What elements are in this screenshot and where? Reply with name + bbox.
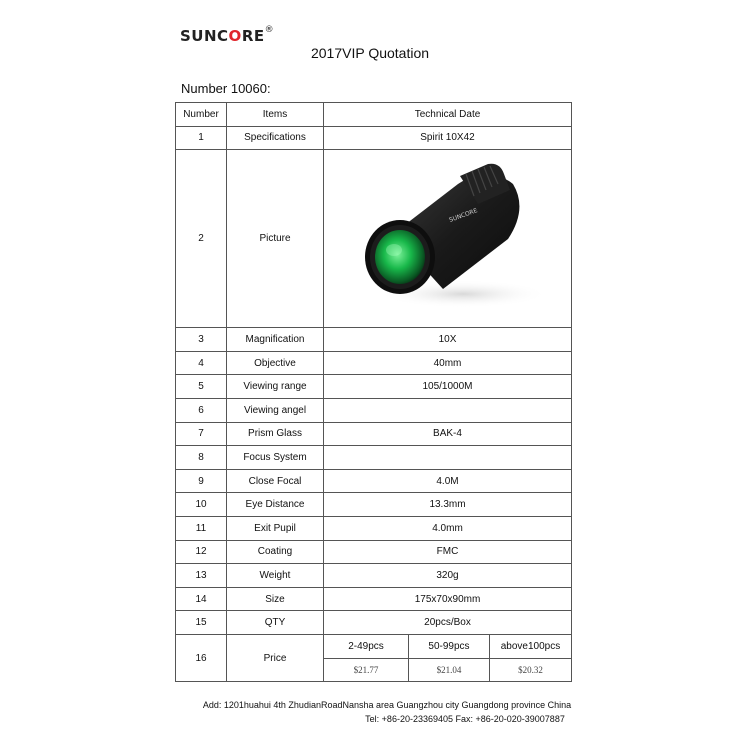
row-number: 16 bbox=[176, 634, 227, 681]
table-header-row bbox=[176, 103, 572, 127]
row-item: Viewing angel bbox=[227, 398, 324, 422]
row-value: 4.0mm bbox=[324, 516, 572, 540]
row-number: 9 bbox=[176, 469, 227, 493]
table-row bbox=[176, 611, 572, 635]
row-item: Exit Pupil bbox=[227, 516, 324, 540]
row-item: Price bbox=[227, 634, 324, 681]
row-number: 12 bbox=[176, 540, 227, 564]
table-row bbox=[176, 328, 572, 352]
price-tier: 50-99pcs bbox=[409, 634, 490, 658]
header-items: Items bbox=[227, 103, 324, 127]
row-number: 5 bbox=[176, 375, 227, 399]
row-item: Size bbox=[227, 587, 324, 611]
price-value: $21.04 bbox=[409, 658, 490, 682]
table-row bbox=[176, 446, 572, 470]
row-number: 14 bbox=[176, 587, 227, 611]
row-value: BAK-4 bbox=[324, 422, 572, 446]
table-row bbox=[176, 351, 572, 375]
row-item: Viewing range bbox=[227, 375, 324, 399]
row-item: Objective bbox=[227, 351, 324, 375]
table-row bbox=[176, 398, 572, 422]
table-row bbox=[176, 422, 572, 446]
row-item: Specifications bbox=[227, 126, 324, 150]
brand-logo: SUNCORE® bbox=[180, 25, 275, 45]
row-number: 6 bbox=[176, 398, 227, 422]
footer bbox=[0, 698, 750, 726]
quotation-number: Number 10060: bbox=[181, 81, 271, 96]
header-number: Number bbox=[176, 103, 227, 127]
row-value: 10X bbox=[324, 328, 572, 352]
row-item: Picture bbox=[227, 150, 324, 328]
table-row bbox=[176, 469, 572, 493]
document-title: 2017VIP Quotation bbox=[310, 45, 430, 61]
row-item: Focus System bbox=[227, 446, 324, 470]
row-value: 40mm bbox=[324, 351, 572, 375]
row-number: 8 bbox=[176, 446, 227, 470]
row-value: FMC bbox=[324, 540, 572, 564]
row-number: 1 bbox=[176, 126, 227, 150]
table-row bbox=[176, 375, 572, 399]
row-value: 105/1000M bbox=[324, 375, 572, 399]
row-number: 2 bbox=[176, 150, 227, 328]
row-item: Prism Glass bbox=[227, 422, 324, 446]
table-row bbox=[176, 564, 572, 588]
price-tier: above100pcs bbox=[490, 634, 572, 658]
price-value: $20.32 bbox=[490, 658, 572, 682]
table-row bbox=[176, 126, 572, 150]
price-tier-row bbox=[176, 634, 572, 658]
footer-contact: Tel: +86-20-23369405 Fax: +86-20-020-39007887 bbox=[365, 714, 565, 724]
row-item: Magnification bbox=[227, 328, 324, 352]
table-row bbox=[176, 540, 572, 564]
footer-address: Add: 1201huahui 4th ZhudianRoadNansha area Guangzhou city Guangdong province China bbox=[202, 700, 572, 710]
scope-brand-label: SUNCORE bbox=[447, 206, 478, 224]
table-row bbox=[176, 493, 572, 517]
price-value: $21.77 bbox=[324, 658, 409, 682]
row-number: 3 bbox=[176, 328, 227, 352]
row-value: 4.0M bbox=[324, 469, 572, 493]
row-item: Eye Distance bbox=[227, 493, 324, 517]
table-row-picture bbox=[176, 150, 572, 328]
product-picture-cell bbox=[324, 150, 572, 328]
table-row bbox=[176, 587, 572, 611]
row-item: Close Focal bbox=[227, 469, 324, 493]
row-number: 7 bbox=[176, 422, 227, 446]
row-value bbox=[324, 398, 572, 422]
row-value bbox=[324, 446, 572, 470]
row-value: Spirit 10X42 bbox=[324, 126, 572, 150]
row-item: QTY bbox=[227, 611, 324, 635]
row-value: 320g bbox=[324, 564, 572, 588]
row-value: 175x70x90mm bbox=[324, 587, 572, 611]
row-item: Coating bbox=[227, 540, 324, 564]
row-number: 15 bbox=[176, 611, 227, 635]
row-item: Weight bbox=[227, 564, 324, 588]
price-tier: 2-49pcs bbox=[324, 634, 409, 658]
table-row bbox=[176, 516, 572, 540]
row-value: 20pcs/Box bbox=[324, 611, 572, 635]
monocular-image bbox=[348, 154, 548, 324]
row-value: 13.3mm bbox=[324, 493, 572, 517]
header-technical-date: Technical Date bbox=[324, 103, 572, 127]
row-number: 11 bbox=[176, 516, 227, 540]
row-number: 10 bbox=[176, 493, 227, 517]
specification-table bbox=[175, 102, 572, 682]
row-number: 13 bbox=[176, 564, 227, 588]
row-number: 4 bbox=[176, 351, 227, 375]
